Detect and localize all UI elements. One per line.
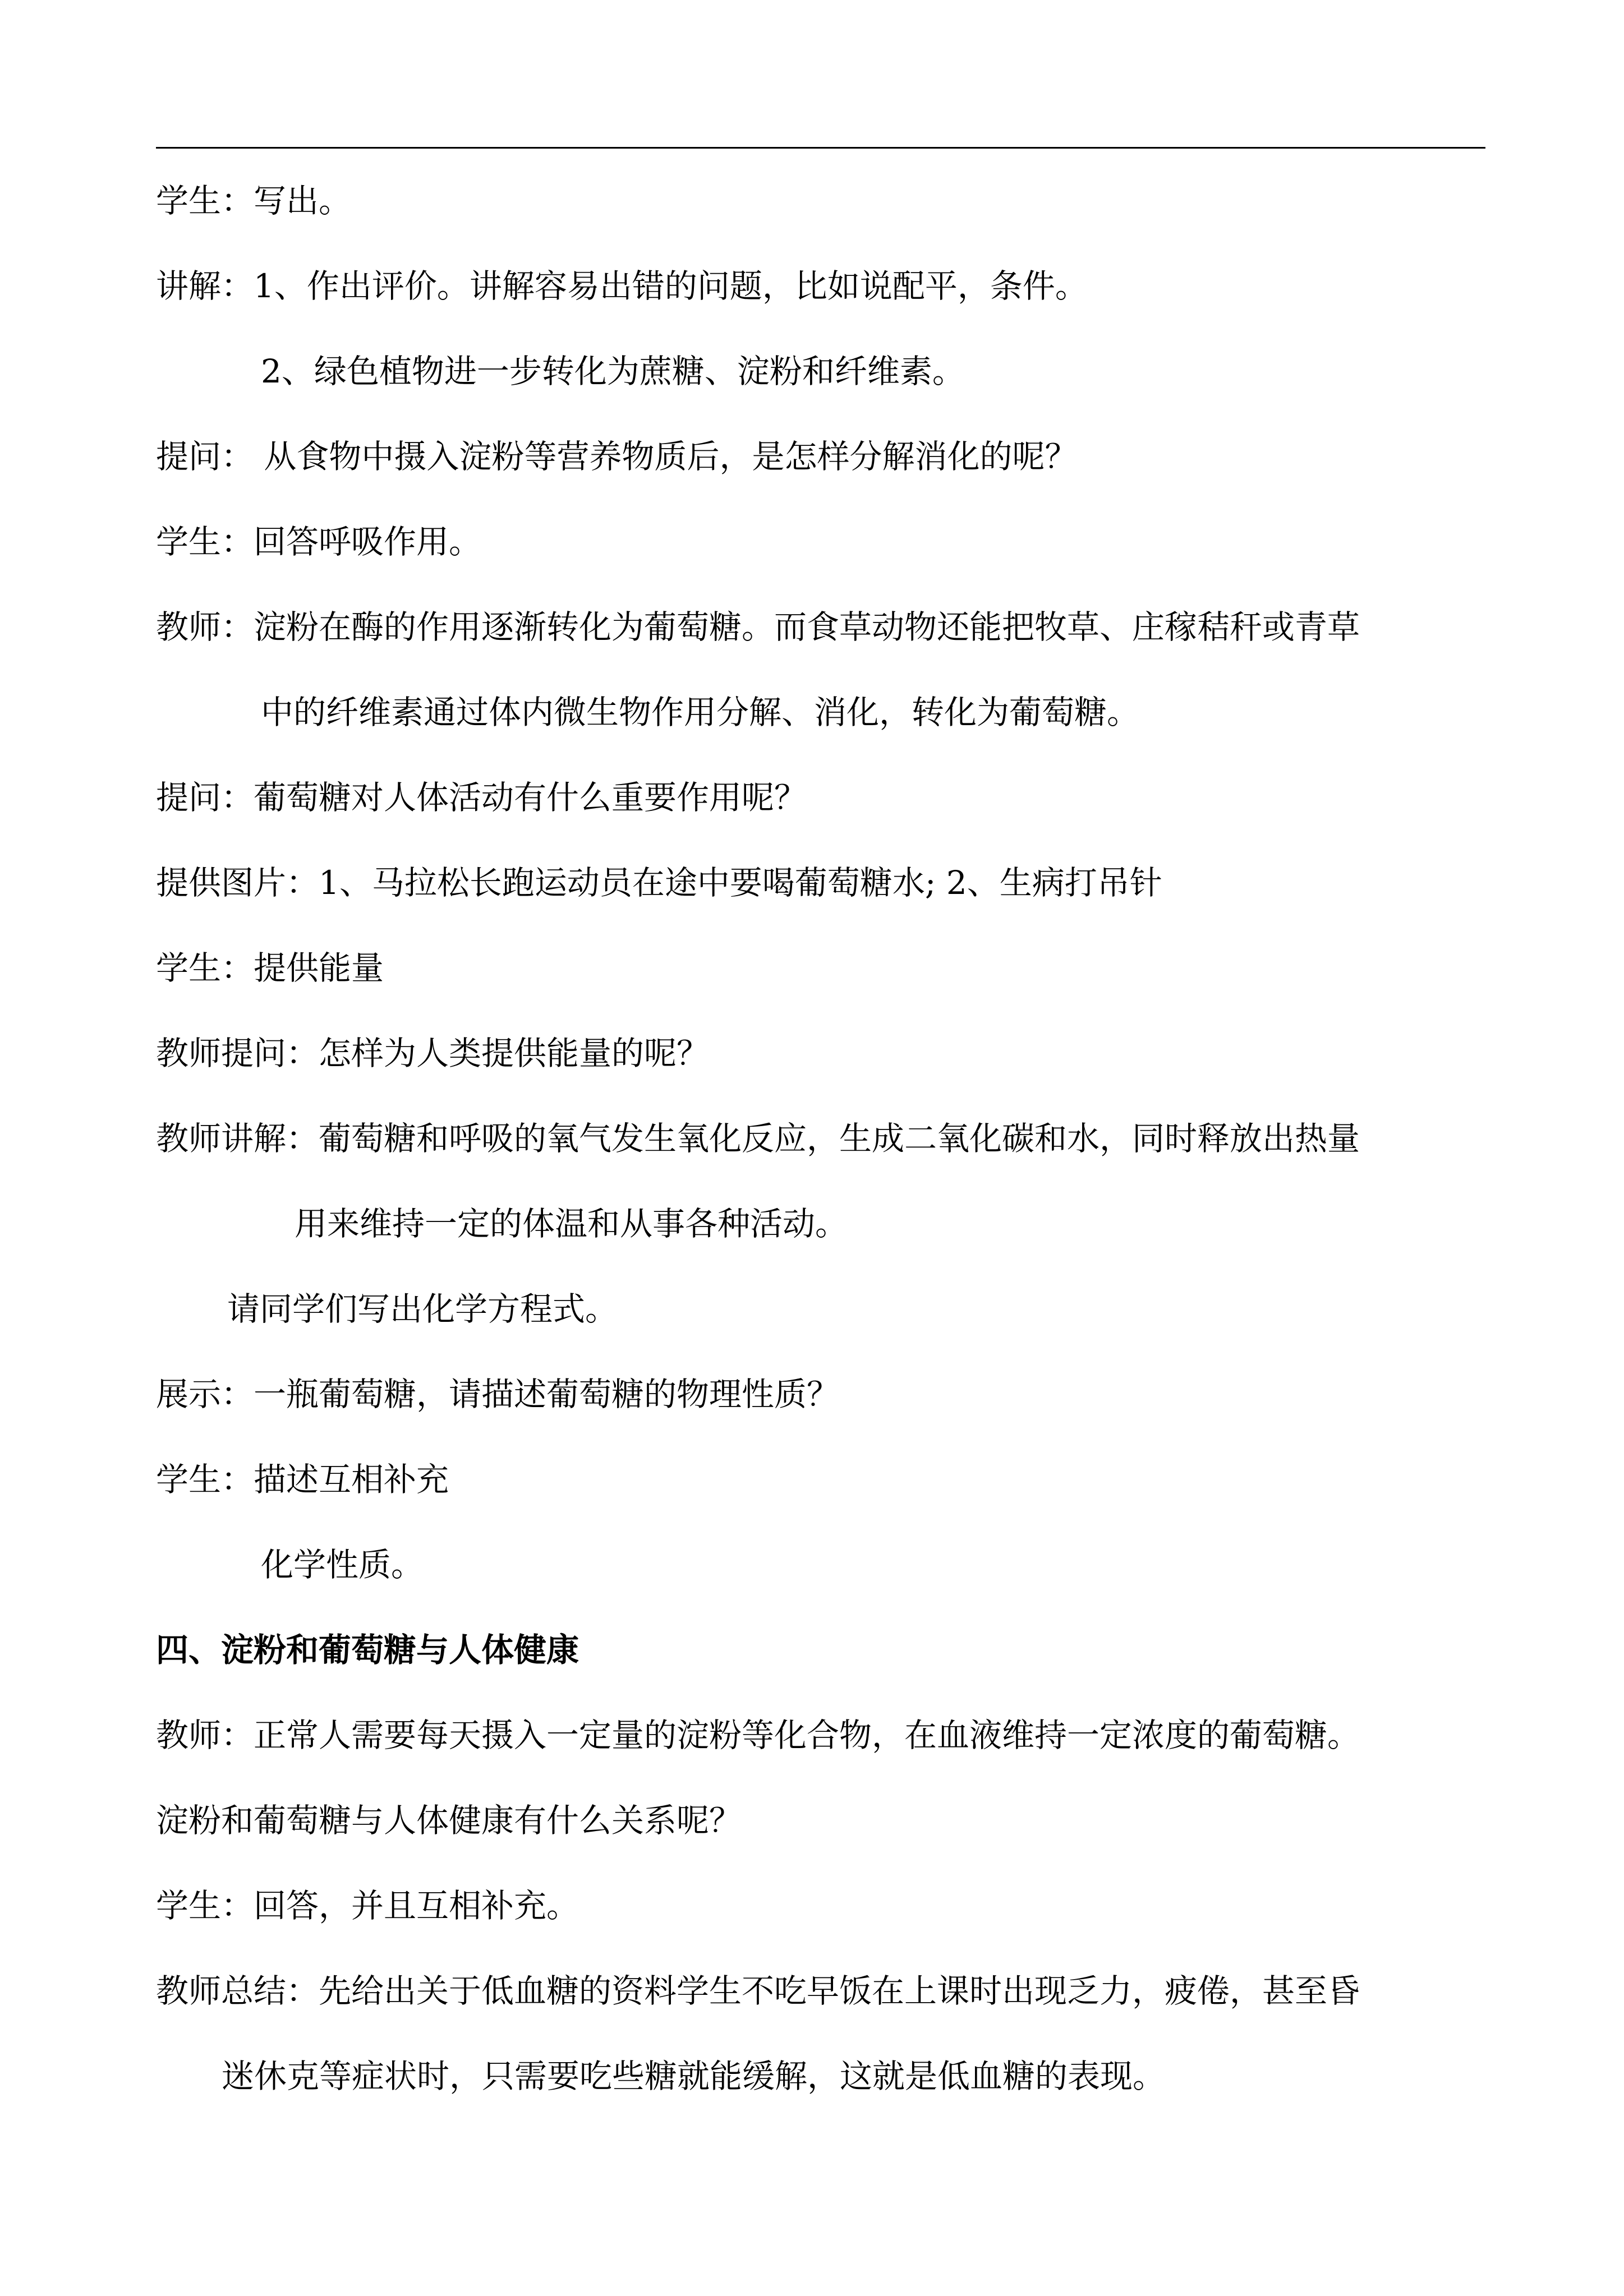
text-line-12: 教师讲解：葡萄糖和呼吸的氧气发生氧化反应，生成二氧化碳和水，同时释放出热量	[156, 1119, 1360, 1158]
text-line-4: 提问： 从食物中摄入淀粉等营养物质后，是怎样分解消化的呢？	[156, 437, 1078, 476]
text-line-9: 提供图片：1、马拉松长跑运动员在途中要喝葡萄糖水; 2、生病打吊针	[156, 864, 1162, 902]
text-line-1: 学生：写出。	[156, 182, 352, 220]
text-line-22: 教师总结：先给出关于低血糖的资料学生不吃早饭在上课时出现乏力，疲倦，甚至昏	[156, 1972, 1360, 2010]
text-line-3: 2、绿色植物进一步转化为蔗糖、淀粉和纤维素。	[261, 352, 965, 390]
text-line-21: 学生：回答，并且互相补充。	[156, 1887, 579, 1925]
text-line-7: 中的纤维素通过体内微生物作用分解、消化，转化为葡萄糖。	[261, 693, 1140, 731]
text-line-15: 展示：一瓶葡萄糖，请描述葡萄糖的物理性质？	[156, 1375, 840, 1413]
text-line-23: 迷休克等症状时，只需要吃些糖就能缓解，这就是低血糖的表现。	[222, 2057, 1166, 2095]
text-line-17: 化学性质。	[261, 1546, 424, 1584]
text-line-6: 教师：淀粉在酶的作用逐渐转化为葡萄糖。而食草动物还能把牧草、庄稼秸秆或青草	[156, 608, 1360, 646]
text-line-8: 提问：葡萄糖对人体活动有什么重要作用呢？	[156, 778, 807, 817]
text-line-11: 教师提问：怎样为人类提供能量的呢？	[156, 1034, 710, 1072]
section-heading: 四、淀粉和葡萄糖与人体健康	[156, 1631, 579, 1669]
text-line-20: 淀粉和葡萄糖与人体健康有什么关系呢？	[156, 1801, 742, 1839]
text-line-19: 教师：正常人需要每天摄入一定量的淀粉等化合物，在血液维持一定浓度的葡萄糖。	[156, 1716, 1360, 1754]
text-line-10: 学生：提供能量	[156, 949, 384, 987]
header-rule	[156, 147, 1485, 149]
text-line-16: 学生：描述互相补充	[156, 1460, 449, 1499]
text-line-14: 请同学们写出化学方程式。	[227, 1290, 618, 1328]
text-line-5: 学生：回答呼吸作用。	[156, 523, 482, 561]
text-line-13: 用来维持一定的体温和从事各种活动。	[295, 1205, 848, 1243]
text-line-2: 讲解：1、作出评价。讲解容易出错的问题，比如说配平，条件。	[156, 267, 1088, 305]
